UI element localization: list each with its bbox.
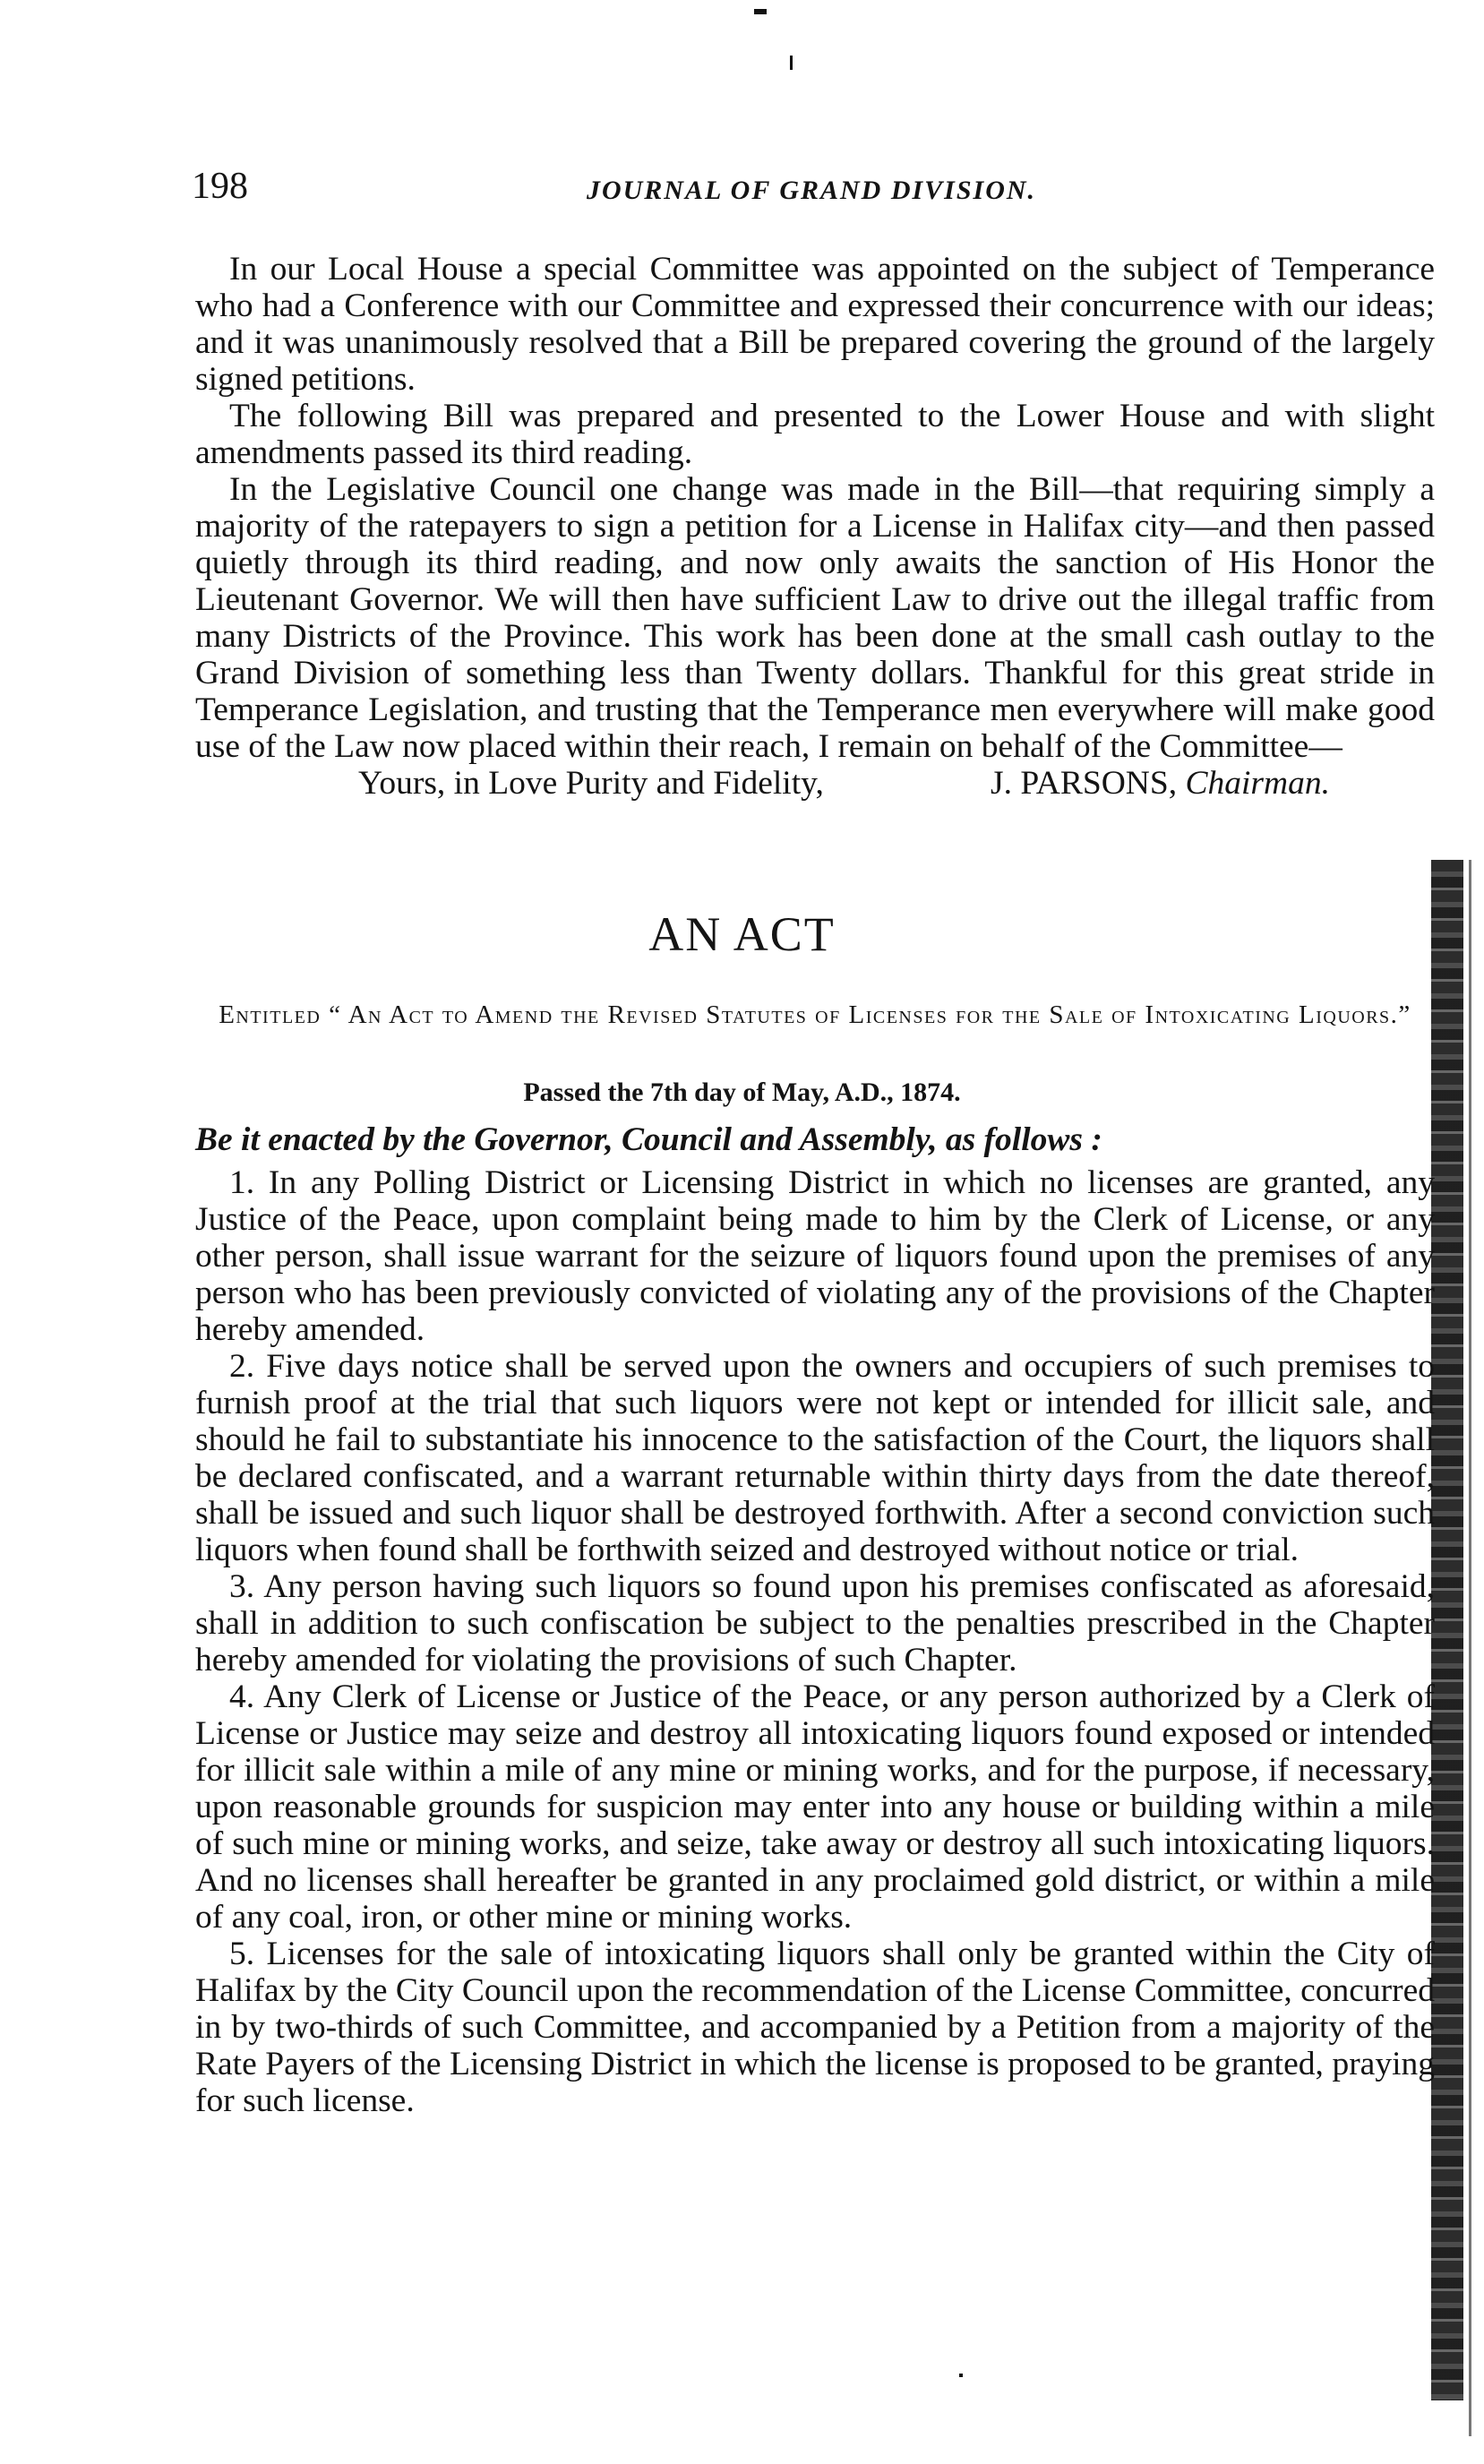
signatory-name: J. PARSONS, bbox=[991, 765, 1178, 802]
committee-report bbox=[195, 251, 1435, 802]
act-section: 5. Licenses for the sale of intoxicating liquors shall only be granted within the City of Halifax by the City Council upon the recommendation of the License Committee, concurred in by two-thirds of such Committee, and accompanied by a Petition from a majority of the Rate Payers of the Licensing District in which the license is proposed to be granted, praying for such license. bbox=[195, 1936, 1435, 2119]
act-section: 4. Any Clerk of License or Justice of the Peace, or any person authorized by a Clerk of License or Justice may seize and destroy all intoxicating liquors found exposed or intended for illicit sale within a mile of any mine or mining works, and for the purpose, if necessary, upon reasonable grounds for suspicion may enter into any house or building within a mile of such mine or mining works, and seize, take away or destroy all such intoxicating liquors. And no licenses shall hereafter be granted in any proclaimed gold district, or within a mile of any coal, iron, or other mine or mining works. bbox=[195, 1678, 1435, 1936]
scan-mark-dot bbox=[959, 2374, 963, 2377]
act-section: 3. Any person having such liquors so found upon his premises confiscated as aforesaid, shall in addition to such confiscation be subject to the penalties prescribed in the Chapter hereby amended for violating the provisions of such Chapter. bbox=[195, 1568, 1435, 1678]
act-entitled: Entitled “ An Act to Amend the Revised Statutes of Licenses for the Sale of Intoxicating Liquors.” bbox=[219, 1000, 1411, 1029]
act-passed-date: Passed the 7th day of May, A.D., 1874. bbox=[523, 1077, 961, 1107]
act-section: 2. Five days notice shall be served upon the owners and occupiers of such premises to furnish proof at the trial that such liquors were not kept or intended for illicit sale, and should he fail to substantiate his innocence to the satisfaction of the Court, the liquors shall be declared confiscated, and a warrant returnable within thirty days from the date thereof, shall be issued and such liquor shall be destroyed forthwith. After a second conviction such liquors when found shall be forthwith seized and destroyed without notice or trial. bbox=[195, 1348, 1435, 1568]
page-header bbox=[176, 159, 1447, 213]
report-paragraph: In our Local House a special Committee was appointed on the subject of Temperance who had a Conference with our Committee and expressed their concurrence with our ideas; and it was unanimously resolved that a Bill be prepared covering the ground of the largely signed petitions. bbox=[195, 251, 1435, 398]
act-sections bbox=[195, 1164, 1435, 2119]
signatory-role: Chairman. bbox=[1185, 765, 1330, 802]
page-number: 198 bbox=[192, 166, 248, 207]
act-section: 1. In any Polling District or Licensing District in which no licenses are granted, any Justice of the Peace, upon complaint being made to him by the Clerk of License, or any other person, shall issue warrant for the seizure of liquors found upon the premises of any person who has been previously convicted of violating any of the provisions of the Chapter hereby amended. bbox=[195, 1164, 1435, 1348]
scan-mark-tick bbox=[790, 56, 793, 70]
scan-mark-top bbox=[754, 9, 767, 14]
act-title: AN ACT bbox=[648, 907, 836, 961]
report-paragraph: In the Legislative Council one change was made in the Bill—that requiring simply a majority of the ratepayers to sign a petition for a License in Halifax city—and then passed quietly through its third reading, and now only awaits the sanction of His Honor the Lieutenant Governor. We will then have sufficient Law to drive out the illegal traffic from many Districts of the Province. This work has been done at the small cash outlay to the Grand Division of something less than Twenty dollars. Thankful for this great stride in Temperance Legislation, and trusting that the Temperance men everywhere will make good use of the Law now placed within their reach, I remain on behalf of the Committee— bbox=[195, 471, 1435, 765]
signature-line bbox=[358, 765, 1435, 802]
running-title: JOURNAL OF GRAND DIVISION. bbox=[586, 176, 1037, 205]
report-paragraph: The following Bill was prepared and presented to the Lower House and with slight amendments passed its third reading. bbox=[195, 398, 1435, 471]
enacting-clause: Be it enacted by the Governor, Council and Assembly, as follows : bbox=[195, 1121, 1102, 1158]
closing-salutation: Yours, in Love Purity and Fidelity, bbox=[358, 765, 824, 802]
